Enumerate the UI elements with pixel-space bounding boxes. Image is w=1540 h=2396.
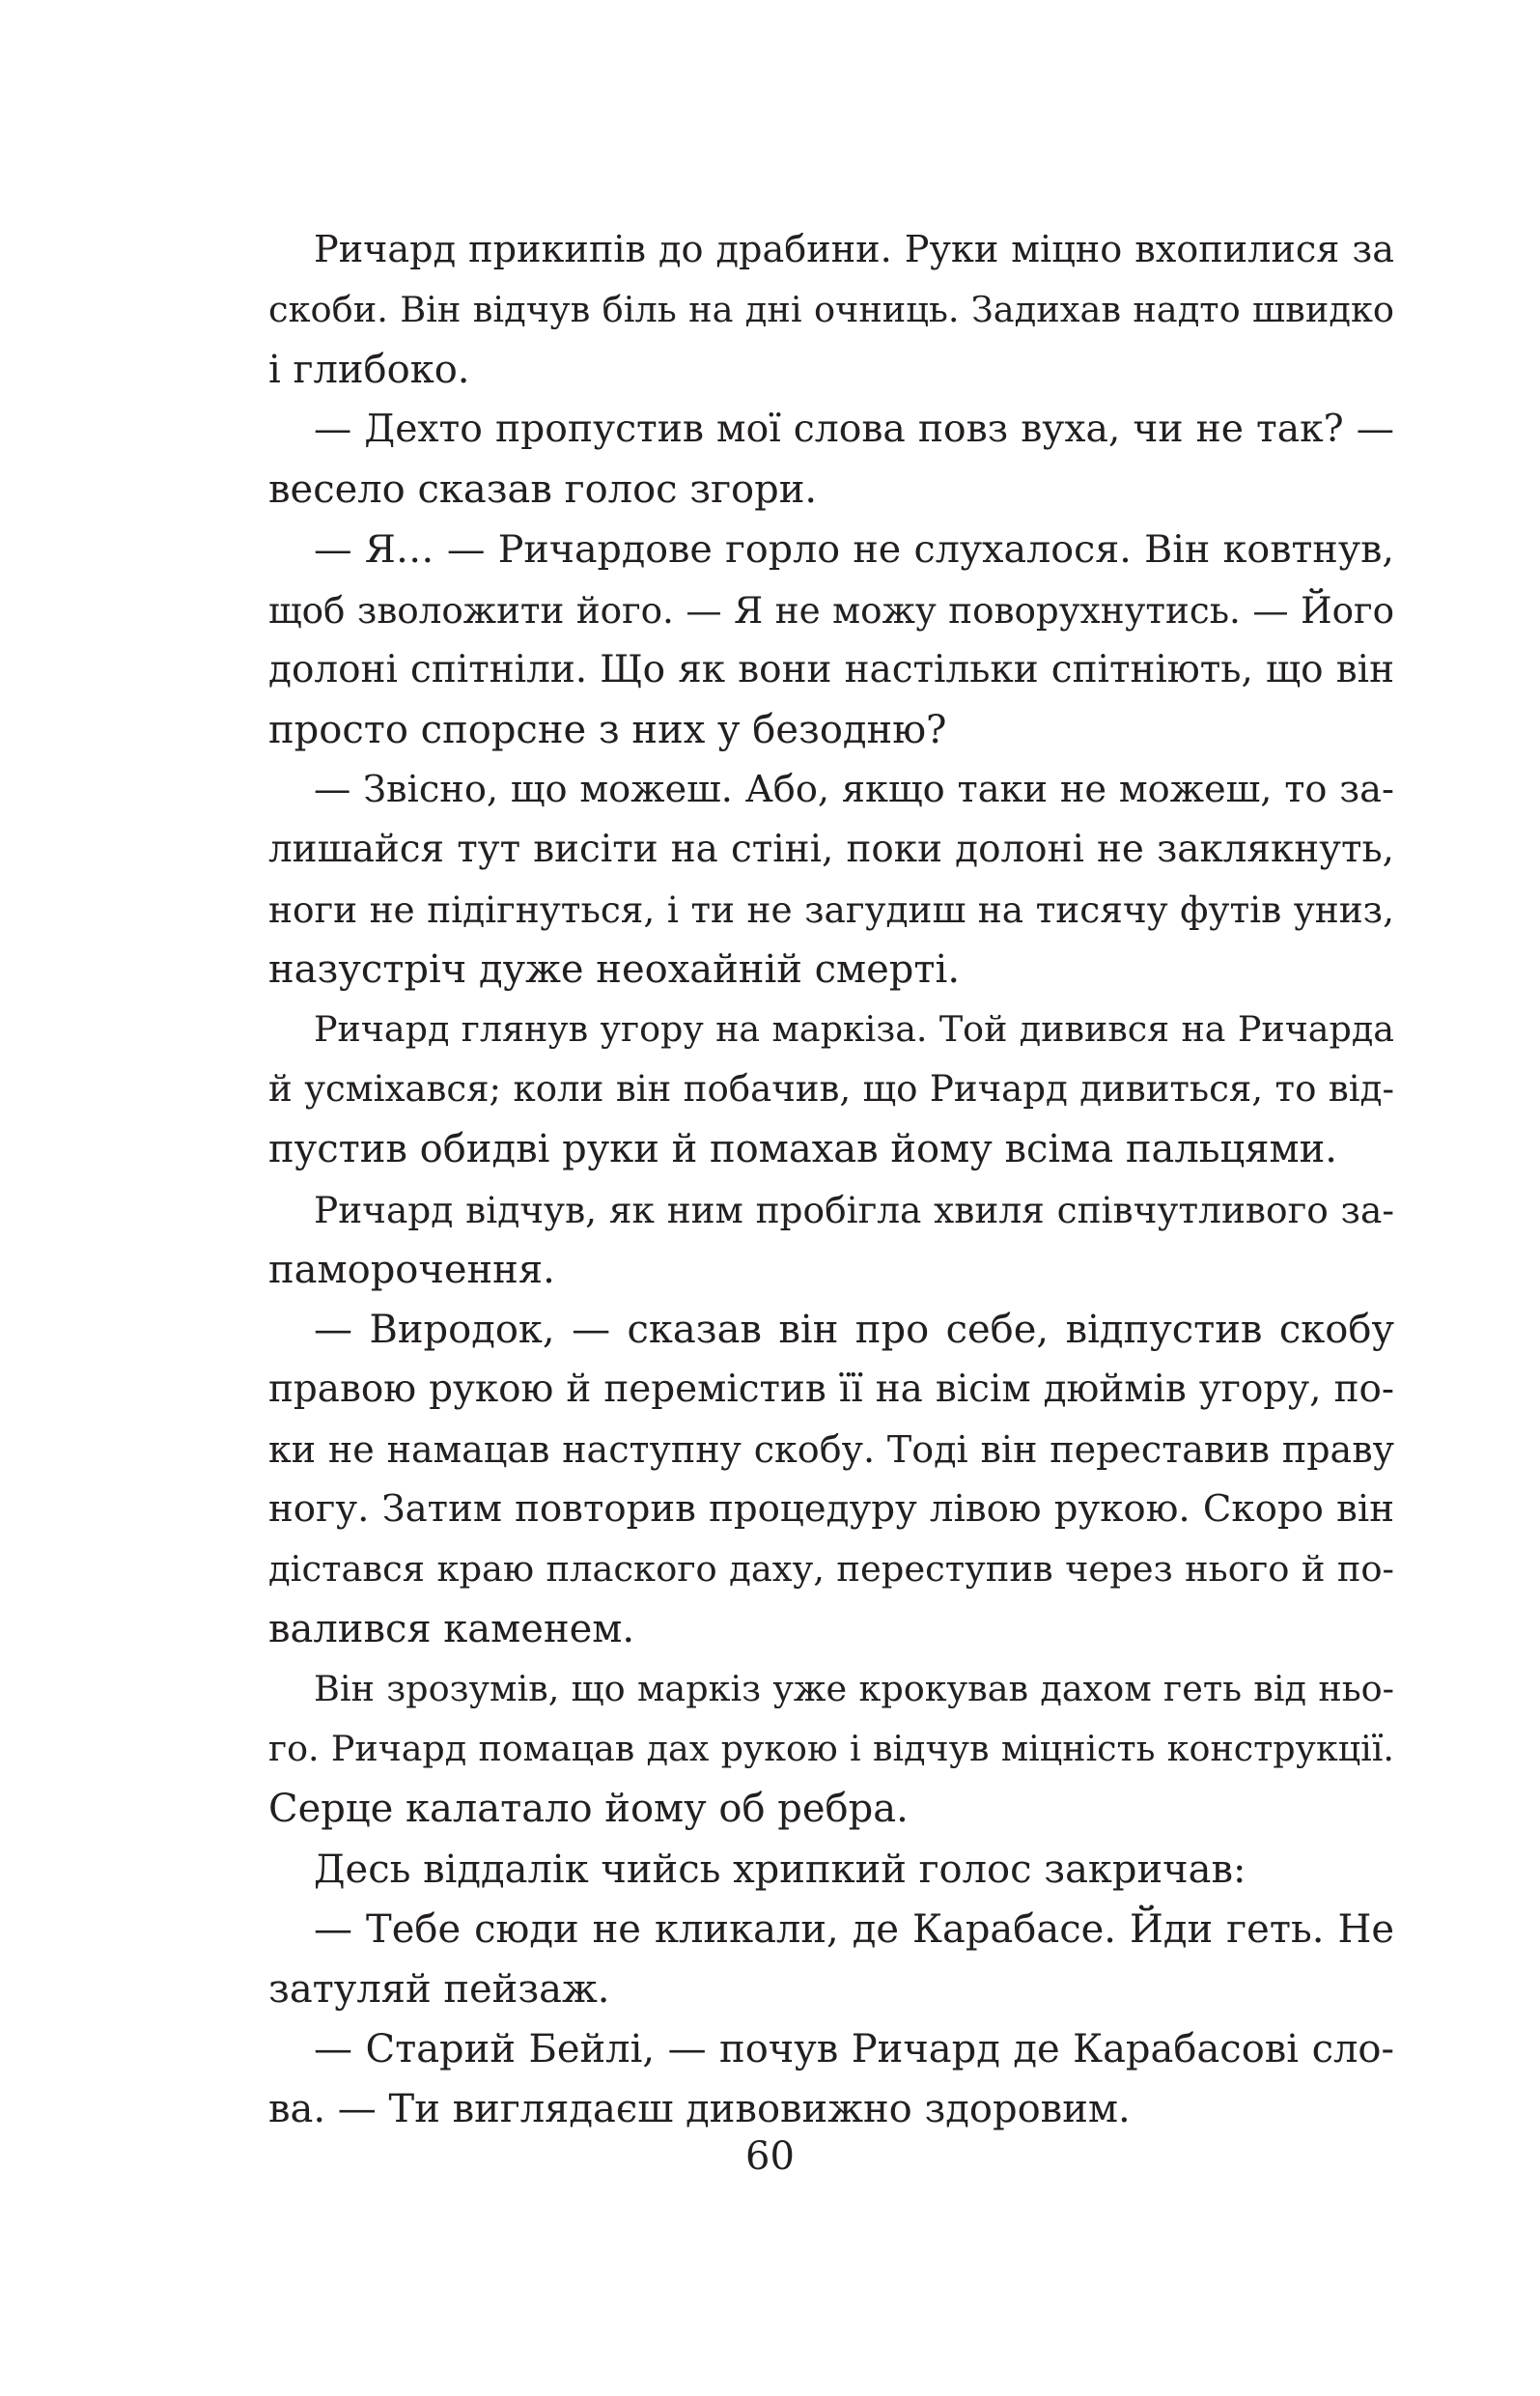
text-line: — Старий Бейлі, — почув Ричард де Карабасові сло-: [314, 2026, 1394, 2072]
text-line: го. Ричард помацав дах рукою і відчув міцність конструкції.: [268, 1728, 1394, 1770]
text-line: весело сказав голос згори.: [268, 467, 818, 513]
text-line: пустив обидві руки й помахав йому всіма пальцями.: [268, 1127, 1337, 1172]
text-line: ва. — Ти виглядаєш дивовижно здоровим.: [268, 2086, 1131, 2131]
text-line: ноги не підігнуться, і ти не загудиш на тисячу футів униз,: [268, 888, 1394, 932]
text-line: затуляй пейзаж.: [268, 1966, 610, 2012]
text-line: долоні спітніли. Що як вони настільки спітніють, що він: [268, 647, 1394, 691]
text-line: Серце калатало йому об ребра.: [268, 1787, 909, 1832]
text-line: дістався краю плаского даху, переступив через нього й по-: [268, 1548, 1394, 1591]
text-line: — Я… — Ричардове горло не слухалося. Він ковтнув,: [314, 527, 1394, 573]
text-line: ки не намацав наступну скобу. Тоді він переставив праву: [268, 1427, 1394, 1471]
text-line: й усміхався; коли він побачив, що Ричард дивиться, то від-: [268, 1068, 1394, 1111]
text-line: просто спорсне з них у безодню?: [268, 707, 947, 752]
text-line: Ричард прикипів до драбини. Руки міцно вхопилися за: [314, 229, 1394, 271]
text-line: — Тебе сюди не кликали, де Карабасе. Йди геть. Не: [314, 1906, 1394, 1952]
body-text: [268, 220, 1394, 2139]
text-line: паморочення.: [268, 1247, 555, 1292]
text-line: — Виродок, — сказав він про себе, відпустив скобу: [314, 1307, 1394, 1352]
text-line: — Дехто пропустив мої слова повз вуха, чи не так? —: [314, 408, 1394, 452]
text-line: щоб зволожити його. — Я не можу поворухнутись. — Його: [268, 588, 1394, 632]
text-line: правою рукою й перемістив її на вісім дюймів угору, по-: [268, 1367, 1394, 1411]
text-line: ногу. Затим повторив процедуру лівою рукою. Скоро він: [268, 1486, 1394, 1531]
text-line: валився каменем.: [268, 1607, 635, 1652]
text-line: і глибоко.: [268, 348, 470, 393]
text-line: Ричард відчув, як ним пробігла хвиля співчутливого за-: [314, 1188, 1394, 1231]
text-line: назустріч дуже неохайній смерті.: [268, 947, 961, 993]
text-line: Десь віддалік чийсь хрипкий голос закричав:: [314, 1846, 1246, 1892]
text-line: скоби. Він відчув біль на дні очниць. Задихав надто швидко: [268, 289, 1394, 331]
text-line: лишайся тут висіти на стіні, поки долоні не заклякнуть,: [268, 827, 1394, 871]
text-line: Він зрозумів, що маркіз уже крокував дахом геть від ньо-: [314, 1668, 1394, 1710]
page-number: 60: [745, 2134, 795, 2179]
text-line: Ричард глянув угору на маркіза. Той дивився на Ричарда: [314, 1008, 1394, 1051]
text-line: — Звісно, що можеш. Або, якщо таки не можеш, то за-: [314, 767, 1394, 811]
